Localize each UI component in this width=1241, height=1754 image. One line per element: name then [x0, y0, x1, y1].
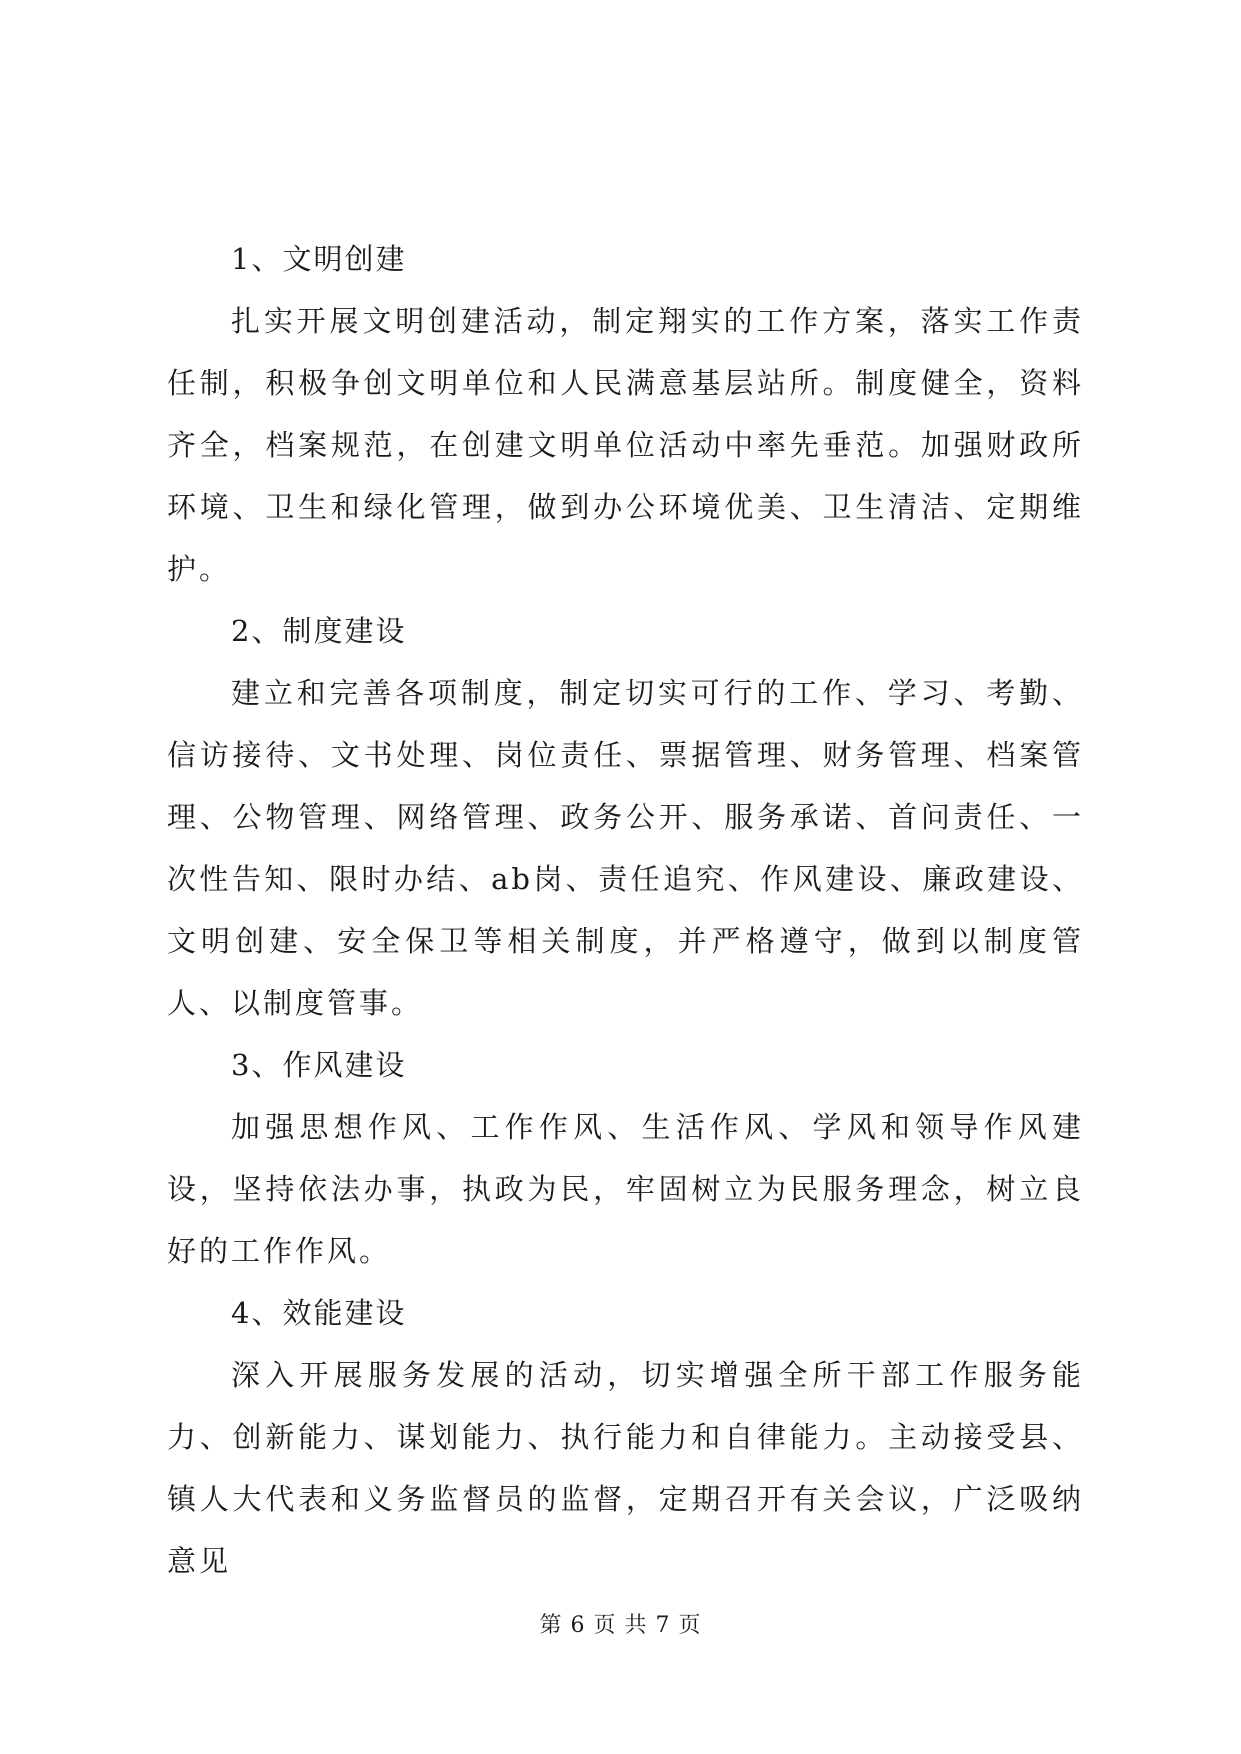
- section-paragraph: 加强思想作风、工作作风、生活作风、学风和领导作风建设，坚持依法办事，执政为民，牢固树立为民服务理念，树立良好的工作作风。: [167, 1110, 1084, 1268]
- document-body: [167, 228, 1084, 1592]
- section-paragraph: 扎实开展文明创建活动，制定翔实的工作方案，落实工作责任制，积极争创文明单位和人民满意基层站所。制度健全，资料齐全，档案规范，在创建文明单位活动中率先垂范。加强财政所环境、卫生和绿化管理，做到办公环境优美、卫生清洁、定期维护。: [167, 304, 1084, 586]
- section-paragraph: 建立和完善各项制度，制定切实可行的工作、学习、考勤、信访接待、文书处理、岗位责任、票据管理、财务管理、档案管理、公物管理、网络管理、政务公开、服务承诺、首问责任、一次性告知、限时办结、ab岗、责任追究、作风建设、廉政建设、文明创建、安全保卫等相关制度，并严格遵守，做到以制度管人、以制度管事。: [167, 676, 1084, 1020]
- section-heading: 3、作风建设: [231, 1048, 407, 1082]
- page-number-footer: 第 6 页 共 7 页: [539, 1613, 702, 1638]
- section-heading: 1、文明创建: [231, 242, 407, 276]
- section-paragraph: 深入开展服务发展的活动，切实增强全所干部工作服务能力、创新能力、谋划能力、执行能力和自律能力。主动接受县、镇人大代表和义务监督员的监督，定期召开有关会议，广泛吸纳意见: [167, 1358, 1084, 1578]
- section-heading: 4、效能建设: [231, 1296, 407, 1330]
- section-heading: 2、制度建设: [231, 614, 407, 648]
